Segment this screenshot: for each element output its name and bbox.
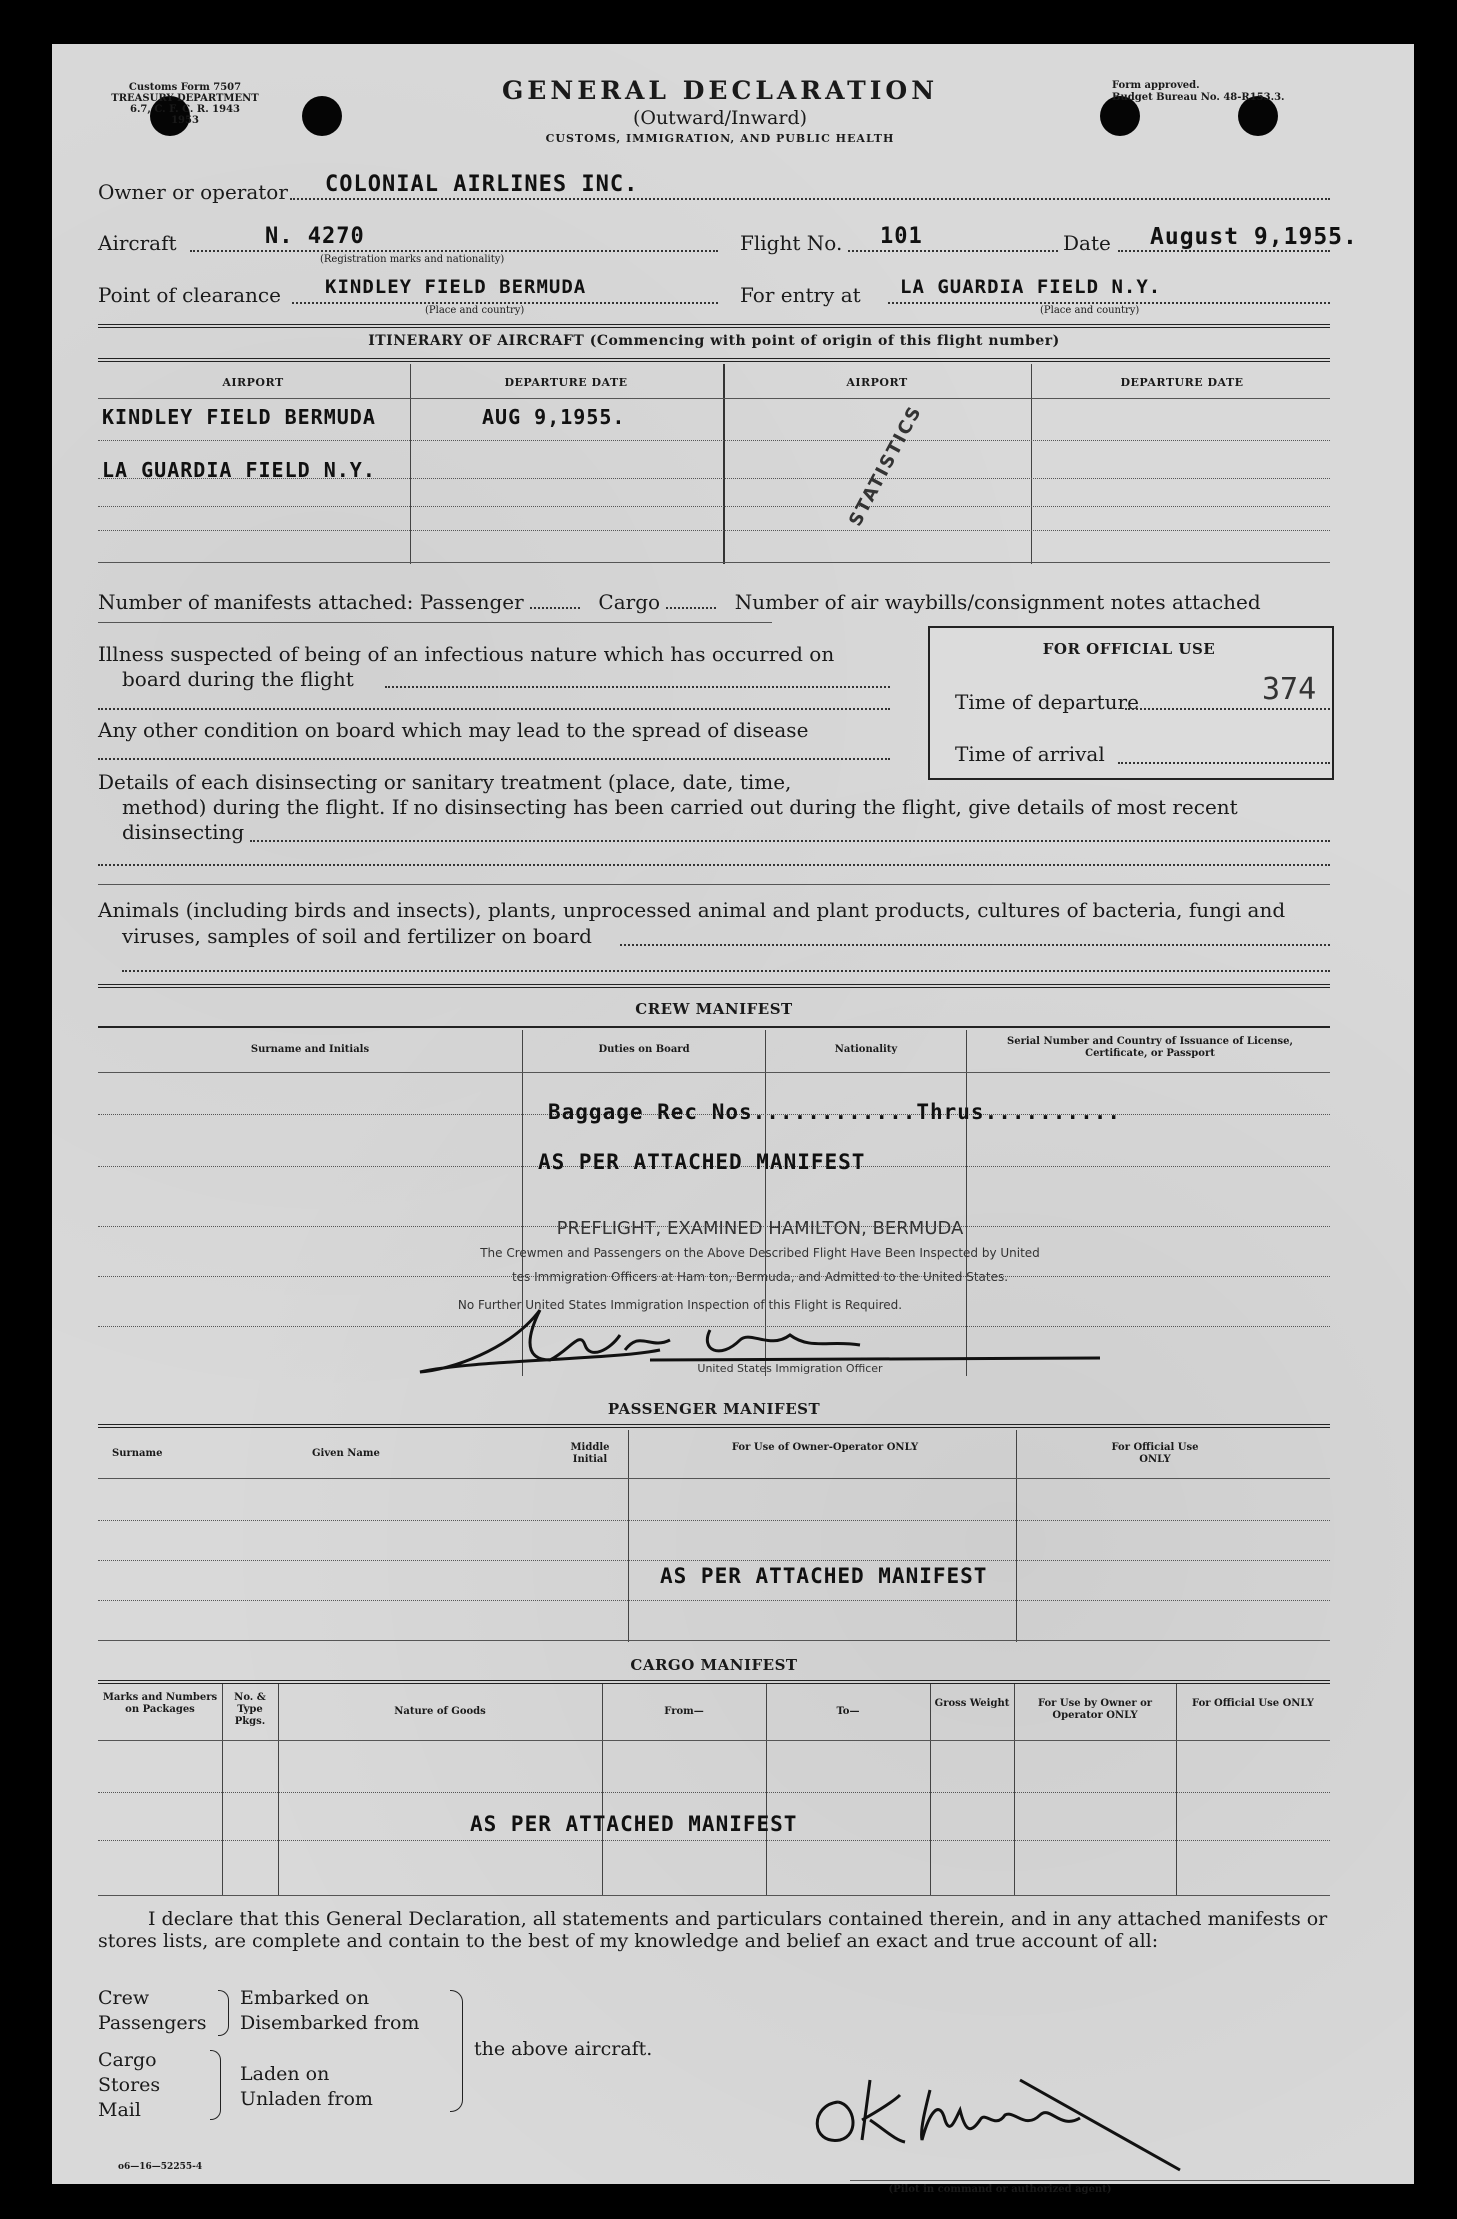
crew-header-duties: Duties on Board [598, 1044, 690, 1055]
cargo-manifest-title: CARGO MANIFEST [630, 1656, 798, 1674]
date-value: August 9,1955. [1150, 224, 1358, 250]
pax-header-official: For Official Use ONLY [1111, 1442, 1199, 1465]
col-divider [1031, 364, 1032, 564]
crew-attached-manifest: AS PER ATTACHED MANIFEST [538, 1150, 866, 1174]
row-rule [98, 1478, 1330, 1479]
entry-label: For entry at [740, 283, 861, 307]
col-divider [628, 1430, 629, 1642]
row-rule [98, 1072, 1330, 1073]
manifests-label [98, 590, 1261, 614]
declaration-right: the above aircraft. [474, 2038, 653, 2060]
illness-line [98, 708, 890, 710]
entry-note: (Place and country) [1040, 305, 1140, 316]
itin-header-airport: AIRPORT [222, 376, 284, 389]
clearance-label: Point of clearance [98, 283, 281, 307]
owner-line [290, 198, 1330, 200]
rule [98, 1680, 1330, 1684]
disinsect-label-3: disinsecting [122, 820, 245, 844]
row-rule [98, 562, 1330, 563]
form-agencies: CUSTOMS, IMMIGRATION, AND PUBLIC HEALTH [545, 132, 895, 145]
animals-label-2: viruses, samples of soil and fertilizer on board [122, 924, 592, 948]
owner-value: COLONIAL AIRLINES INC. [325, 172, 639, 197]
cargo-header-owner: For Use by Owner or Operator ONLY [1037, 1698, 1153, 1721]
departure-time-label: Time of departure [955, 690, 1139, 714]
pax-header-owner: For Use of Owner-Operator ONLY [731, 1442, 919, 1453]
cargo-attached-manifest: AS PER ATTACHED MANIFEST [470, 1812, 798, 1836]
crew-word: Crew [98, 1987, 150, 2009]
pilot-note: (Pilot in command or authorized agent) [888, 2184, 1112, 2195]
flight-label: Flight No. [740, 231, 843, 255]
pax-header-middle: Middle Initial [570, 1442, 610, 1465]
form-number [90, 82, 280, 126]
row-rule [98, 1520, 1330, 1521]
stores-word: Stores [98, 2074, 161, 2096]
col-divider [1176, 1684, 1177, 1896]
pilot-signature [800, 2060, 1220, 2180]
itin-header-date-2: DEPARTURE DATE [1120, 376, 1244, 389]
form-line: TREASURY DEPARTMENT [111, 93, 259, 104]
preflight-stamp-line: The Crewmen and Passengers on the Above Described Flight Have Been Inspected by United [480, 1246, 1040, 1260]
clearance-value: KINDLEY FIELD BERMUDA [325, 276, 587, 298]
rule [98, 324, 1330, 328]
pax-attached-manifest: AS PER ATTACHED MANIFEST [660, 1564, 988, 1588]
row-rule [98, 1640, 1330, 1641]
waybills-label: Number of air waybills/consignment notes attached [734, 590, 1261, 614]
rule [98, 622, 772, 623]
declaration-mid-1 [240, 1986, 419, 2036]
row-rule [98, 440, 1330, 441]
illness-line [385, 686, 890, 688]
cargo-header-goods: Nature of Goods [394, 1706, 486, 1717]
preflight-stamp-title: PREFLIGHT, EXAMINED HAMILTON, BERMUDA [556, 1218, 964, 1239]
row-rule [98, 1840, 1330, 1841]
departure-time-value: 374 [1262, 672, 1317, 707]
approval-line: Form approved. [1112, 80, 1200, 91]
other-condition-label: Any other condition on board which may lead to the spread of disease [98, 718, 809, 742]
form-subtitle: (Outward/Inward) [632, 107, 808, 129]
arrival-time-label: Time of arrival [955, 742, 1105, 766]
brace [210, 2050, 221, 2120]
cargo-header-marks: Marks and Numbers on Packages [102, 1692, 218, 1715]
col-divider [410, 364, 411, 564]
row-rule [98, 1895, 1330, 1896]
immigration-officer-signature [410, 1290, 1110, 1390]
preflight-stamp-line: tes Immigration Officers at Ham ton, Bermuda, and Admitted to the United States. [511, 1270, 1009, 1284]
disinsect-label-2: method) during the flight. If no disinsecting has been carried out during the flight, give details of most recent [122, 795, 1238, 819]
row-rule [98, 530, 1330, 531]
col-divider [278, 1684, 279, 1896]
itin-date-1: AUG 9,1955. [482, 405, 626, 429]
departure-time-line [1125, 708, 1330, 710]
declaration-mid-2 [240, 2062, 373, 2112]
date-label: Date [1063, 231, 1111, 255]
brace [450, 1990, 463, 2112]
crew-header-serial: Serial Number and Country of Issuance of License, Certificate, or Passport [1007, 1036, 1293, 1059]
clearance-note: (Place and country) [425, 305, 525, 316]
rule [98, 1026, 1330, 1028]
passenger-manifest-title: PASSENGER MANIFEST [607, 1400, 821, 1418]
cargo-header-weight: Gross Weight [934, 1698, 1010, 1709]
entry-value: LA GUARDIA FIELD N.Y. [900, 276, 1162, 298]
animals-line [620, 944, 1330, 946]
row-rule [98, 1792, 1330, 1793]
signature-line [850, 2180, 1330, 2181]
itin-header-date: DEPARTURE DATE [504, 376, 628, 389]
aircraft-line [190, 250, 718, 252]
date-line [1118, 250, 1330, 252]
owner-label: Owner or operator [98, 180, 288, 204]
col-divider [1014, 1684, 1015, 1896]
disinsect-line [250, 840, 1330, 842]
col-divider [1016, 1430, 1017, 1642]
form-title: GENERAL DECLARATION [501, 76, 939, 105]
itinerary-title: ITINERARY OF AIRCRAFT (Commencing with point of origin of this flight number) [368, 333, 1060, 349]
flight-value: 101 [880, 224, 923, 249]
pax-header-given: Given Name [312, 1448, 380, 1459]
declaration-left-1 [98, 1986, 206, 2036]
flight-line [848, 250, 1058, 252]
itin-header-airport-2: AIRPORT [846, 376, 908, 389]
form-line: 6.7, C. F. C. R. 1943 [129, 104, 240, 115]
itin-airport-2: LA GUARDIA FIELD N.Y. [102, 458, 376, 482]
passenger-manifest-label: Number of manifests attached: Passenger [98, 590, 524, 614]
crew-manifest-title: CREW MANIFEST [635, 1000, 793, 1018]
mail-word: Mail [98, 2099, 141, 2121]
budget-approval [1112, 80, 1352, 104]
official-use-title: FOR OFFICIAL USE [1042, 640, 1216, 658]
disinsect-label: Details of each disinsecting or sanitary treatment (place, date, time, [98, 770, 792, 794]
disembarked-word: Disembarked from [240, 2012, 420, 2034]
col-divider [602, 1684, 603, 1896]
illness-label: Illness suspected of being of an infectious nature which has occurred on [98, 642, 835, 666]
arrival-time-line [1118, 762, 1330, 764]
rule [98, 884, 1330, 885]
form-line: 1953 [171, 115, 199, 126]
baggage-rec-line: Baggage Rec Nos............Thrus.......... [548, 1100, 1122, 1124]
rule [98, 358, 1330, 362]
other-line [98, 758, 890, 760]
cargo-header-to: To— [836, 1706, 860, 1717]
laden-word: Laden on [240, 2063, 330, 2085]
cargo-header-pkgs: No. & Type Pkgs. [234, 1692, 266, 1727]
itin-airport-1: KINDLEY FIELD BERMUDA [102, 405, 376, 429]
aircraft-value: N. 4270 [265, 224, 365, 249]
embarked-word: Embarked on [240, 1987, 370, 2009]
row-rule [98, 1600, 1330, 1601]
statistics-stamp: STATISTICS [845, 401, 927, 530]
cargo-manifest-label: Cargo [598, 590, 661, 614]
animals-label: Animals (including birds and insects), plants, unprocessed animal and plant products, cultures of bacteria, fungi and [98, 898, 1286, 922]
passengers-word: Passengers [98, 2012, 207, 2034]
cargo-header-official: For Official Use ONLY [1192, 1698, 1314, 1709]
rule [98, 1424, 1330, 1428]
cargo-word: Cargo [98, 2049, 157, 2071]
declaration-left-2 [98, 2048, 160, 2123]
cargo-header-from: From— [664, 1706, 704, 1717]
approval-line: Budget Bureau No. 48-R153.3. [1112, 92, 1285, 103]
col-divider [222, 1684, 223, 1896]
row-rule [98, 506, 1330, 507]
disinsect-line [98, 864, 1330, 866]
entry-line [888, 302, 1330, 304]
col-divider [930, 1684, 931, 1896]
crew-header-surname: Surname and Initials [250, 1044, 370, 1055]
immigration-officer-label: United States Immigration Officer [697, 1362, 883, 1375]
unladen-word: Unladen from [240, 2088, 373, 2110]
footer-code: o6—16—52255-4 [118, 2162, 203, 2172]
punch-hole [302, 96, 342, 136]
aircraft-note: (Registration marks and nationality) [320, 254, 505, 265]
preflight-stamp-line: No Further United States Immigration Inspection of this Flight is Required. [457, 1298, 903, 1312]
rule [98, 984, 1330, 988]
animals-line [122, 970, 1330, 972]
brace [218, 1990, 229, 2036]
crew-header-nationality: Nationality [834, 1044, 898, 1055]
form-line: Customs Form 7507 [128, 82, 242, 93]
col-divider [723, 364, 725, 564]
row-rule [98, 1560, 1330, 1561]
col-divider [766, 1684, 767, 1896]
pax-header-surname: Surname [112, 1448, 163, 1459]
declaration-text: I declare that this General Declaration, all statements and particulars contained therein, and in any attached manifests or stores lists, are complete and contain to the best of my knowledge and belief an exact and true account of all: [98, 1908, 1328, 1952]
row-rule [98, 1740, 1330, 1741]
clearance-line [292, 302, 718, 304]
aircraft-label: Aircraft [98, 231, 177, 255]
illness-label-2: board during the flight [122, 667, 354, 691]
row-rule [98, 398, 1330, 399]
